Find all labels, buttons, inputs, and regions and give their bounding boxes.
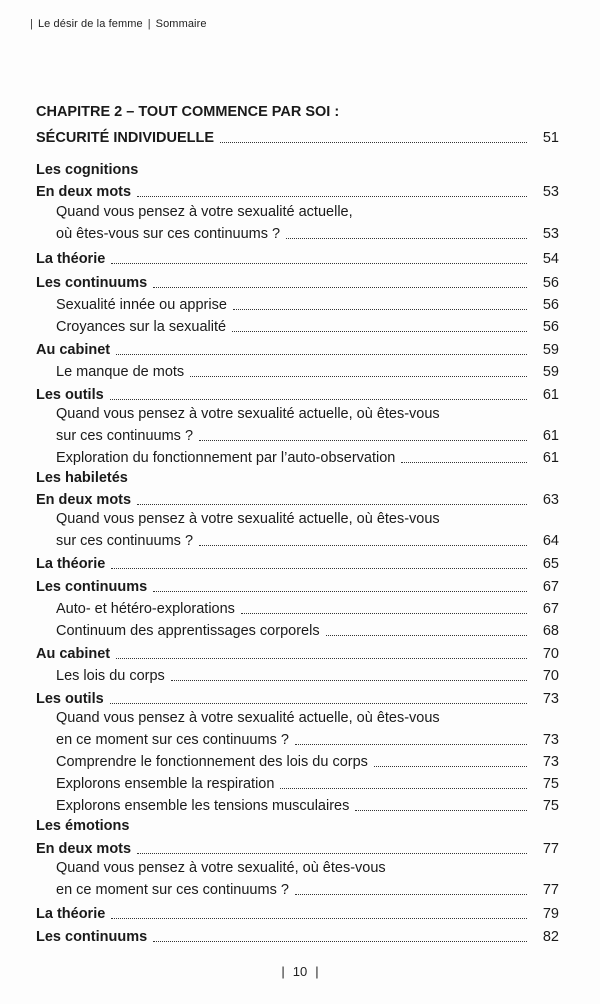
toc-entry[interactable]: [36, 928, 559, 946]
toc-entry-line1: Quand vous pensez à votre sexualité actuelle,: [56, 204, 353, 220]
toc-entry-label: En deux mots: [36, 841, 132, 857]
toc-entry-label: Auto- et hétéro-explorations: [56, 601, 235, 617]
toc-entry-label: Les outils: [36, 691, 104, 707]
toc-entry-page: 73: [542, 691, 559, 707]
toc-entry-page: 82: [542, 929, 559, 945]
toc-entry-label: Les outils: [36, 387, 104, 403]
toc-entry-label: Le manque de mots: [56, 364, 185, 380]
dot-leader: [401, 461, 527, 463]
toc-entry[interactable]: [36, 250, 559, 268]
toc-entry[interactable]: [36, 318, 559, 336]
toc-entry-page: 70: [542, 668, 559, 684]
toc-entry[interactable]: [36, 753, 559, 771]
section-title: Sommaire: [155, 18, 207, 30]
toc-entry[interactable]: [36, 449, 559, 467]
section-heading-cognitions: Les cognitions: [36, 162, 139, 178]
toc-entry-label: en ce moment sur ces continuums ?: [56, 732, 289, 748]
toc-entry-label: où êtes-vous sur ces continuums ?: [56, 226, 281, 242]
toc-entry-label: Sexualité innée ou apprise: [56, 297, 227, 313]
toc-entry[interactable]: [36, 905, 559, 923]
dot-leader: [199, 439, 527, 441]
page-footer: [0, 964, 600, 979]
toc-entry-page: 77: [542, 882, 559, 898]
dot-leader: [374, 765, 527, 767]
toc-entry[interactable]: [36, 622, 559, 640]
toc-entry[interactable]: [36, 690, 559, 708]
toc-entry-page: 59: [542, 342, 559, 358]
dot-leader: [116, 353, 527, 355]
header-separator: |: [30, 18, 33, 30]
toc-entry-page: 53: [542, 184, 559, 200]
toc-entry[interactable]: [36, 775, 559, 793]
toc-entry[interactable]: [36, 427, 559, 445]
toc-entry-page: 79: [542, 906, 559, 922]
toc-entry-label: Croyances sur la sexualité: [56, 319, 227, 335]
toc-entry-page: 56: [542, 297, 559, 313]
section-heading-emotions: Les émotions: [36, 818, 130, 834]
toc-entry[interactable]: [36, 491, 559, 509]
dot-leader: [171, 679, 527, 681]
dot-leader: [110, 398, 527, 400]
toc-entry-label: Comprendre le fonctionnement des lois du corps: [56, 754, 368, 770]
toc-entry-page: 61: [542, 428, 559, 444]
toc-entry-page: 56: [542, 319, 559, 335]
dot-leader: [116, 657, 527, 659]
toc-entry[interactable]: [36, 881, 559, 899]
toc-entry-label: Explorons ensemble la respiration: [56, 776, 275, 792]
toc-entry-page: 65: [542, 556, 559, 572]
toc-entry-page: 63: [542, 492, 559, 508]
toc-entry[interactable]: [36, 731, 559, 749]
dot-leader: [137, 503, 527, 505]
toc-entry[interactable]: [36, 797, 559, 815]
dot-leader: [111, 262, 527, 264]
toc-entry-label: Exploration du fonctionnement par l’auto-observation: [56, 450, 396, 466]
toc-entry-page: 73: [542, 754, 559, 770]
toc-entry-page: 75: [542, 776, 559, 792]
toc-entry-line1: Quand vous pensez à votre sexualité, où êtes-vous: [56, 860, 386, 876]
toc-entry-page: 67: [542, 601, 559, 617]
toc-entry-label: Les continuums: [36, 275, 148, 291]
toc-entry-page: 53: [542, 226, 559, 242]
toc-entry[interactable]: [36, 386, 559, 404]
dot-leader: [111, 567, 527, 569]
dot-leader: [241, 612, 527, 614]
header-separator: |: [147, 18, 151, 30]
toc-entry-label: sur ces continuums ?: [56, 533, 194, 549]
toc-entry-label: sur ces continuums ?: [56, 428, 194, 444]
toc-entry-label: Continuum des apprentissages corporels: [56, 623, 320, 639]
toc-entry-label: Les continuums: [36, 929, 148, 945]
dot-leader: [220, 141, 527, 143]
toc-entry[interactable]: [36, 555, 559, 573]
dot-leader: [153, 940, 527, 942]
toc-entry-label: Au cabinet: [36, 646, 111, 662]
toc-entry-page: 61: [542, 450, 559, 466]
toc-entry-page: 70: [542, 646, 559, 662]
toc-entry[interactable]: [36, 840, 559, 858]
toc-entry-label: Les continuums: [36, 579, 148, 595]
dot-leader: [111, 917, 527, 919]
dot-leader: [110, 702, 527, 704]
toc-entry-label: La théorie: [36, 556, 106, 572]
toc-entry-label: La théorie: [36, 251, 106, 267]
toc-entry-label: Au cabinet: [36, 342, 111, 358]
toc-entry-line1: Quand vous pensez à votre sexualité actuelle, où êtes-vous: [56, 511, 440, 527]
footer-separator: |: [315, 964, 319, 979]
toc-entry[interactable]: [36, 183, 559, 201]
toc-entry-page: 61: [542, 387, 559, 403]
dot-leader: [190, 375, 527, 377]
dot-leader: [232, 330, 527, 332]
toc-entry[interactable]: [36, 341, 559, 359]
toc-entry-label: en ce moment sur ces continuums ?: [56, 882, 289, 898]
toc-entry-label: En deux mots: [36, 492, 132, 508]
toc-entry-page: 68: [542, 623, 559, 639]
dot-leader: [153, 590, 527, 592]
dot-leader: [137, 852, 527, 854]
toc-entry-label: La théorie: [36, 906, 106, 922]
toc-entry-line1: Quand vous pensez à votre sexualité actuelle, où êtes-vous: [56, 406, 440, 422]
toc-entry-page: 59: [542, 364, 559, 380]
toc-entry[interactable]: [36, 296, 559, 314]
chapter-title-line1: CHAPITRE 2 – TOUT COMMENCE PAR SOI :: [36, 104, 340, 120]
toc-entry-page: 51: [542, 130, 559, 146]
toc-entry-label: Explorons ensemble les tensions musculaires: [56, 798, 350, 814]
toc-entry-page: 67: [542, 579, 559, 595]
toc-entry-page: 77: [542, 841, 559, 857]
toc-entry-page: 54: [542, 251, 559, 267]
dot-leader: [233, 308, 527, 310]
toc-entry-chapter[interactable]: [36, 129, 559, 147]
dot-leader: [137, 195, 527, 197]
toc-entry[interactable]: [36, 600, 559, 618]
toc-entry-label: Les lois du corps: [56, 668, 165, 684]
toc-entry[interactable]: [36, 225, 559, 243]
toc-entry-page: 73: [542, 732, 559, 748]
running-header: [30, 18, 207, 30]
toc-entry-page: 75: [542, 798, 559, 814]
toc-entry[interactable]: [36, 363, 559, 381]
dot-leader: [295, 893, 527, 895]
toc-entry-line1: Quand vous pensez à votre sexualité actuelle, où êtes-vous: [56, 710, 440, 726]
toc-entry[interactable]: [36, 667, 559, 685]
dot-leader: [153, 286, 527, 288]
footer-separator: |: [281, 964, 285, 979]
toc-entry[interactable]: [36, 645, 559, 663]
dot-leader: [295, 743, 527, 745]
dot-leader: [326, 634, 527, 636]
dot-leader: [280, 787, 527, 789]
toc-entry[interactable]: [36, 578, 559, 596]
toc-entry-label: SÉCURITÉ INDIVIDUELLE: [36, 130, 215, 146]
dot-leader: [199, 544, 527, 546]
section-heading-habiletes: Les habiletés: [36, 470, 128, 486]
page-number: 10: [292, 964, 308, 979]
toc-entry-page: 64: [542, 533, 559, 549]
toc-entry-page: 56: [542, 275, 559, 291]
toc-entry-label: En deux mots: [36, 184, 132, 200]
book-title: Le désir de la femme: [37, 18, 143, 30]
toc-entry[interactable]: [36, 274, 559, 292]
dot-leader: [286, 237, 527, 239]
dot-leader: [355, 809, 527, 811]
toc-entry[interactable]: [36, 532, 559, 550]
